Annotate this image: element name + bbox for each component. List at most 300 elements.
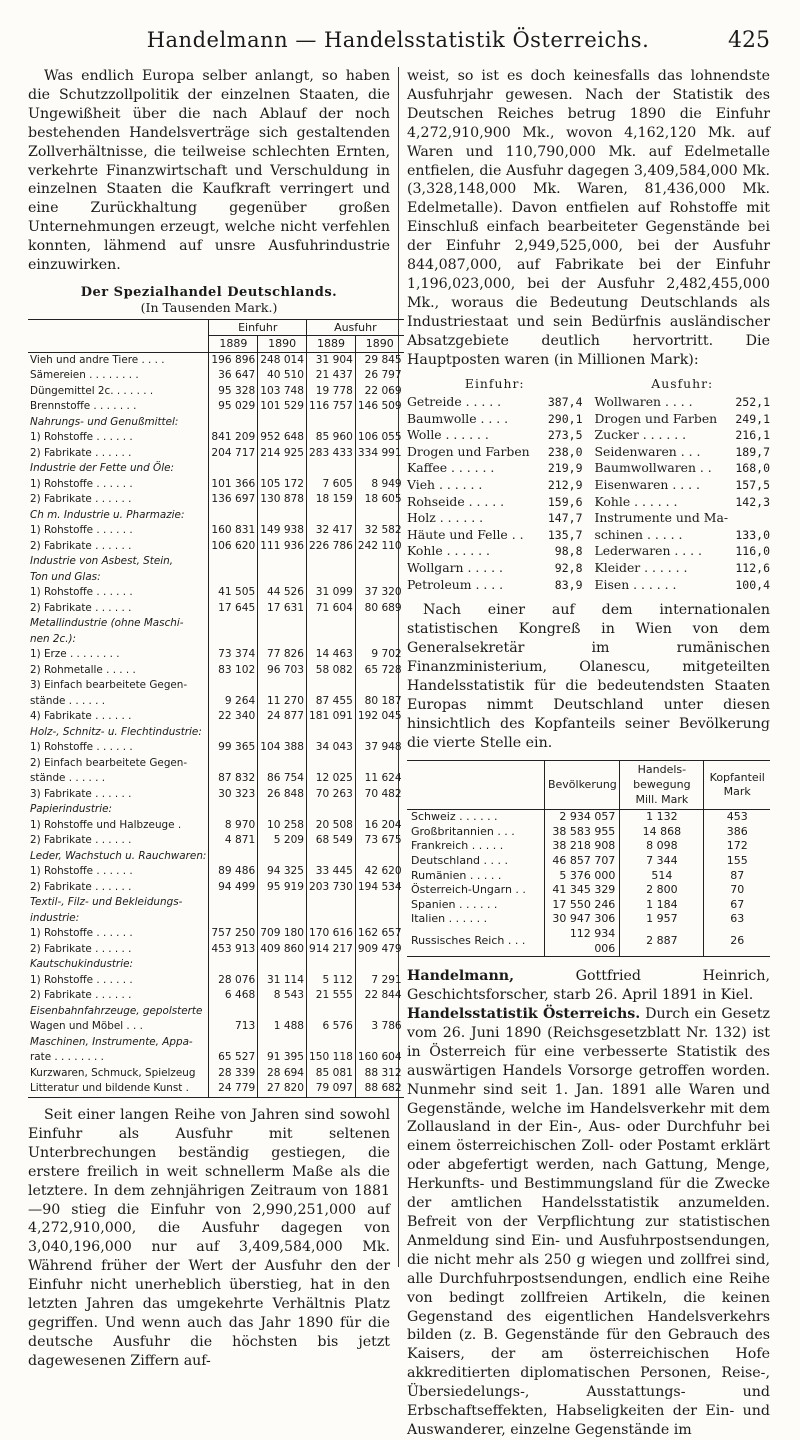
cell-bev: 38 583 955 [545,825,620,840]
row-value: 162 657 [355,926,403,942]
row-value: 105 172 [258,477,307,493]
row-value: 5 112 [307,973,356,989]
row-value: 68 549 [307,833,356,849]
row-value: 3 786 [355,1019,403,1035]
kopfanteil-table [407,760,770,957]
row-value [209,632,258,648]
item-value: 249,1 [735,411,770,426]
row-value: 8 949 [355,477,403,493]
row-label: 2) Fabrikate . . . . . . [30,989,132,1002]
row-value: 11 624 [355,771,403,787]
item-value: 142,3 [735,494,770,509]
row-value: 30 323 [209,787,258,803]
row-value: 914 217 [307,942,356,958]
row-value: 12 025 [307,771,356,787]
table-row [28,492,404,508]
list-item [595,577,771,594]
table-row [28,616,404,632]
item-value: 157,5 [735,478,770,493]
row-value: 8 970 [209,818,258,834]
ausfuhr-rows [595,394,771,593]
list-item [595,411,771,428]
row-value [355,911,403,927]
table-row [28,415,404,431]
year-header: 1890 [355,336,403,353]
table-row [28,1035,404,1051]
row-value [209,849,258,865]
entry-keyword: Handelsstatistik Österreichs. [407,1006,641,1022]
year-header: 1889 [307,336,356,353]
row-value [258,802,307,818]
table-row [28,926,404,942]
item-value: 290,1 [547,411,583,426]
row-value: 9 702 [355,647,403,663]
table-row [28,957,404,973]
row-value: 453 913 [209,942,258,958]
item-name: Holz . . . . . . [407,510,484,526]
row-value: 36 647 [209,368,258,384]
table-row [28,864,404,880]
cell-land: Schweiz . . . . . . [411,810,498,824]
row-label: Industrie von Asbest, Stein, [30,555,174,568]
row-value: 106 055 [355,430,403,446]
table-row [407,854,770,869]
row-value: 17 631 [258,601,307,617]
table-row [28,1066,404,1082]
table-row [28,539,404,555]
kopfanteil-header: Kopfanteil Mark [704,761,770,810]
cell-hb: 2 887 [620,927,704,957]
row-value: 103 748 [258,384,307,400]
row-value: 192 045 [355,709,403,725]
table-row [28,601,404,617]
row-value [209,678,258,694]
cell-land: Österreich-Ungarn . . [411,883,526,897]
list-item [595,494,771,511]
row-value: 19 778 [307,384,356,400]
cell-bev: 112 934 006 [545,927,620,957]
table-row [28,1050,404,1066]
row-label: 4) Fabrikate . . . . . . [30,710,132,723]
row-value: 58 082 [307,663,356,679]
row-value: 44 526 [258,585,307,601]
row-value: 21 555 [307,988,356,1004]
row-value: 18 605 [355,492,403,508]
table-row [407,898,770,913]
item-name: Rohseide . . . . . [407,493,505,509]
row-value [355,895,403,911]
row-value: 85 081 [307,1066,356,1082]
row-value: 101 529 [258,399,307,415]
list-item [595,560,771,577]
hauptposten-list [407,376,770,594]
cell-bev: 41 345 329 [545,883,620,898]
cell-bev: 17 550 246 [545,898,620,913]
item-name: Drogen und Farben [594,410,718,426]
row-value: 204 717 [209,446,258,462]
item-value: 387,4 [547,395,583,410]
row-value: 80 689 [355,601,403,617]
row-value: 22 844 [355,988,403,1004]
entry-handelmann [407,967,770,1005]
item-name: Getreide . . . . . [407,394,502,410]
row-value: 73 675 [355,833,403,849]
row-value: 65 728 [355,663,403,679]
ausfuhr-header: Ausfuhr [307,319,404,336]
row-value [258,678,307,694]
row-value [307,678,356,694]
row-label: 2) Fabrikate . . . . . . [30,834,132,847]
row-label: Nahrungs- und Genußmittel: [30,415,179,428]
row-label: rate . . . . . . . . [30,1051,104,1064]
row-value [307,957,356,973]
row-value: 146 509 [355,399,403,415]
row-value [209,802,258,818]
row-value: 7 605 [307,477,356,493]
row-value: 242 110 [355,539,403,555]
row-value: 7 291 [355,973,403,989]
cell-land: Großbritannien . . . [411,824,515,838]
row-value: 32 582 [355,523,403,539]
cell-kopf: 87 [704,869,770,884]
row-value: 31 099 [307,585,356,601]
item-name: Kaffee . . . . . . [407,460,495,476]
row-value [307,570,356,586]
item-value: 133,0 [735,527,770,542]
row-label: nen 2c.): [30,632,77,645]
olanescu-paragraph: Nach einer auf dem internationalen statistischen Kongreß in Wien von dem Generalsekretär im rumänischen Finanzministerium, Olanescu, mitgeteilten Handelsstatistik für die bedeutendsten Staaten Europas nimmt Deutschland unter diesen hinsichtlich des Kopfanteils seiner Bevölkerung die vierte Stelle ein. [407,602,770,751]
cell-hb: 14 868 [620,825,704,840]
row-value [258,508,307,524]
row-label: 1) Rohstoffe . . . . . . [30,477,133,490]
table-row [28,523,404,539]
list-item [407,444,583,461]
right-column [399,67,770,1438]
list-item [595,394,771,411]
row-label: Düngemittel 2c. . . . . . . [30,384,154,397]
row-value: 73 374 [209,647,258,663]
cell-kopf: 63 [704,912,770,927]
cell-land: Frankreich . . . . . [411,839,504,853]
row-value: 95 029 [209,399,258,415]
row-value [209,756,258,772]
table-row [28,849,404,865]
row-value: 160 831 [209,523,258,539]
table-row [28,446,404,462]
item-value: 100,4 [735,577,770,592]
cell-kopf: 155 [704,854,770,869]
list-item [407,494,583,511]
row-value: 713 [209,1019,258,1035]
handelsbewegung-header: Handels-bewegung Mill. Mark [620,761,704,810]
row-label: Ton und Glas: [30,570,101,583]
row-value [209,957,258,973]
row-label: 2) Einfach bearbeitete Gegen- [30,756,188,769]
table-row [28,461,404,477]
row-label: 1) Rohstoffe . . . . . . [30,524,133,537]
row-value: 909 479 [355,942,403,958]
row-label: 1) Rohstoffe . . . . . . [30,741,133,754]
einfuhr-list-heading: Einfuhr: [464,375,525,391]
row-value: 226 786 [307,539,356,555]
row-value [355,632,403,648]
row-value: 111 936 [258,539,307,555]
row-value: 149 938 [258,523,307,539]
item-value: 83,9 [554,577,583,592]
cell-hb: 1 184 [620,898,704,913]
cell-kopf: 453 [704,810,770,825]
row-value [355,570,403,586]
row-value: 80 187 [355,694,403,710]
spezialhandel-table-body [28,352,404,1097]
row-value [258,616,307,632]
item-name: Petroleum . . . . [407,576,504,592]
row-value: 95 919 [258,880,307,896]
page-header [28,28,770,53]
row-value: 196 896 [209,352,258,368]
item-name: Vieh . . . . . . [407,477,483,493]
row-label: 1) Rohstoffe . . . . . . [30,431,133,444]
item-value: 219,9 [547,461,583,476]
row-value [209,911,258,927]
row-value: 26 797 [355,368,403,384]
row-value: 21 437 [307,368,356,384]
row-value: 14 463 [307,647,356,663]
row-value: 99 365 [209,740,258,756]
row-value: 24 779 [209,1081,258,1097]
row-value: 65 527 [209,1050,258,1066]
item-value: 159,6 [547,494,583,509]
row-value [209,508,258,524]
row-value [258,756,307,772]
row-value: 106 620 [209,539,258,555]
row-value [307,802,356,818]
row-value: 88 312 [355,1066,403,1082]
page-number: 425 [728,28,770,53]
table-row [28,771,404,787]
item-value: 112,6 [735,561,770,576]
columns [28,67,770,1438]
row-value: 203 730 [307,880,356,896]
item-value: 116,0 [735,544,770,559]
row-label: Holz-, Schnitz- u. Flechtindustrie: [30,725,202,738]
item-value: 92,8 [554,561,583,576]
cell-bev: 2 934 057 [545,810,620,825]
row-value: 85 960 [307,430,356,446]
table-row [28,802,404,818]
row-value: 34 043 [307,740,356,756]
row-value [355,1004,403,1020]
table-row [28,694,404,710]
item-name: Eisenwaren . . . . [594,477,700,493]
table-row [28,787,404,803]
row-value: 101 366 [209,477,258,493]
row-value: 10 258 [258,818,307,834]
list-item [407,510,583,527]
row-value [209,895,258,911]
cell-kopf: 172 [704,839,770,854]
cell-bev: 46 857 707 [545,854,620,869]
row-label: 2) Fabrikate . . . . . . [30,601,132,614]
row-value: 952 648 [258,430,307,446]
table-row [407,825,770,840]
row-label: Wagen und Möbel . . . [30,1020,143,1033]
table-row [28,1019,404,1035]
row-value: 22 069 [355,384,403,400]
table-row [28,895,404,911]
kopfanteil-table-body [407,810,770,957]
country-column-header [407,761,545,810]
row-value: 18 159 [307,492,356,508]
ausfuhr-list [589,376,771,594]
row-value [355,849,403,865]
row-label: 1) Rohstoffe . . . . . . [30,973,133,986]
row-value: 26 848 [258,787,307,803]
list-item [595,527,771,544]
list-item [595,510,771,527]
row-value: 409 860 [258,942,307,958]
item-name: Baumwolle . . . . [407,410,509,426]
row-value: 22 340 [209,709,258,725]
row-label: 2) Fabrikate . . . . . . [30,942,132,955]
row-value [307,1035,356,1051]
label-column-header [28,319,209,352]
table-row [28,709,404,725]
row-value [355,1035,403,1051]
row-value: 1 488 [258,1019,307,1035]
row-value: 89 486 [209,864,258,880]
item-value: 216,1 [735,428,770,443]
table-row [28,384,404,400]
row-label: Textil-, Filz- und Bekleidungs- [30,896,183,909]
row-value: 28 339 [209,1066,258,1082]
row-value [209,616,258,632]
row-value [307,415,356,431]
row-label: stände . . . . . . [30,772,106,785]
cell-hb: 2 800 [620,883,704,898]
row-label: Papierindustrie: [30,803,112,816]
cell-hb: 7 344 [620,854,704,869]
list-item [407,427,583,444]
row-value: 42 620 [355,864,403,880]
row-value [209,554,258,570]
entry-text: Gottfried Heinrich, Geschichtsforscher, starb 26. April 1891 in Kiel. [407,968,770,1004]
row-label: Sämereien . . . . . . . . [30,369,139,382]
row-value: 71 604 [307,601,356,617]
table-row [28,942,404,958]
row-label: Kautschukindustrie: [30,958,133,971]
table-row [28,570,404,586]
item-value: 273,5 [547,428,583,443]
row-value [209,1035,258,1051]
entry-keyword: Handelmann, [407,968,515,985]
row-value [355,957,403,973]
table-row [28,740,404,756]
row-value: 87 832 [209,771,258,787]
row-label: 3) Fabrikate . . . . . . [30,787,132,800]
cell-land: Russisches Reich . . . [407,927,545,957]
item-name: Wolle . . . . . . [407,427,489,443]
table-row [28,508,404,524]
item-value: 252,1 [735,395,770,410]
table-row [28,911,404,927]
row-value [355,415,403,431]
row-value: 194 534 [355,880,403,896]
row-value: 83 102 [209,663,258,679]
row-value [258,1004,307,1020]
table-row [407,912,770,927]
einfuhr-header: Einfuhr [209,319,307,336]
row-value: 70 482 [355,787,403,803]
row-value [258,895,307,911]
item-name: Wollwaren . . . . [594,394,693,410]
table-title: Der Spezialhandel Deutschlands. [80,284,338,300]
row-value [307,616,356,632]
row-value [258,632,307,648]
row-label: 2) Fabrikate . . . . . . [30,446,132,459]
row-value: 9 264 [209,694,258,710]
item-name: Kohle . . . . . . [407,543,490,559]
table-row [28,430,404,446]
row-value [355,725,403,741]
row-label: 1) Rohstoffe . . . . . . [30,586,133,599]
row-value: 116 757 [307,399,356,415]
cell-hb: 514 [620,869,704,884]
list-item [595,427,771,444]
year-header: 1889 [209,336,258,353]
row-value: 24 877 [258,709,307,725]
cell-land: Italien . . . . . . [411,912,488,926]
table-row [28,818,404,834]
item-value: 189,7 [735,444,770,459]
row-label: Brennstoffe . . . . . . . [30,400,137,413]
row-value [258,957,307,973]
entry-text: Durch ein Gesetz vom 26. Juni 1890 (Reichsgesetzblatt Nr. 132) ist in Österreich für eine verbesserte Statistik des auswärtigen Handels Vorsorge getroffen worden. Nunmehr sind seit 1. Jan. 1891 alle Waren und Gegenstände, welche im Handelsverkehr mit dem Zollausland in der Ein-, Aus- oder Durchfuhr bei einem österreichischen Zoll- oder Postamt erklärt oder abgefertigt werden, nach Gattung, Menge, Herkunfts- und Bestimmungsland für die Zwecke der amtlichen Handelsstatistik anzumelden. Befreit von der Verpflichtung zur statistischen Anmeldung sind Ein- und Ausfuhrpostsendungen, die nicht mehr als 250 g wiegen und zollfrei sind, alle Durchfuhrpostsendungen, endlich eine Reihe von bedingt zollfreien Artikeln, die keinen Gegenstand des eigentlichen Handelsverkehrs bilden (z. B. Gegenstände für den Gebrauch des Kaisers, der am österreichischen Hofe akkreditierten diplomatischen Personen, Reise-, Übersiedelungs-, Ausstattungs- und Erbschaftseffekten, Habseligkeiten der Ein- und Auswanderer, einzelne Gegenstände im [407,1006,770,1438]
row-value [258,415,307,431]
row-value: 104 388 [258,740,307,756]
row-value [355,508,403,524]
row-value: 136 697 [209,492,258,508]
table-row [28,663,404,679]
row-value [258,570,307,586]
table-row [28,756,404,772]
table-row [407,927,770,957]
row-value [258,1035,307,1051]
row-value [307,725,356,741]
row-value [258,554,307,570]
row-value: 87 455 [307,694,356,710]
bevoelkerung-header: Bevölkerung [545,761,620,810]
list-item [407,394,583,411]
list-item [595,444,771,461]
table-row [28,678,404,694]
list-item [407,527,583,544]
row-value: 29 845 [355,352,403,368]
row-value: 248 014 [258,352,307,368]
table-row [28,880,404,896]
row-value: 334 991 [355,446,403,462]
row-value [355,461,403,477]
row-value: 70 263 [307,787,356,803]
list-item [595,460,771,477]
row-value [258,461,307,477]
list-item [595,477,771,494]
item-name: Häute und Felle . . [407,526,524,542]
item-name: Wollgarn . . . . . [407,560,503,576]
row-value: 11 270 [258,694,307,710]
cell-bev: 30 947 306 [545,912,620,927]
row-label: Kurzwaren, Schmuck, Spielzeug [30,1066,196,1079]
